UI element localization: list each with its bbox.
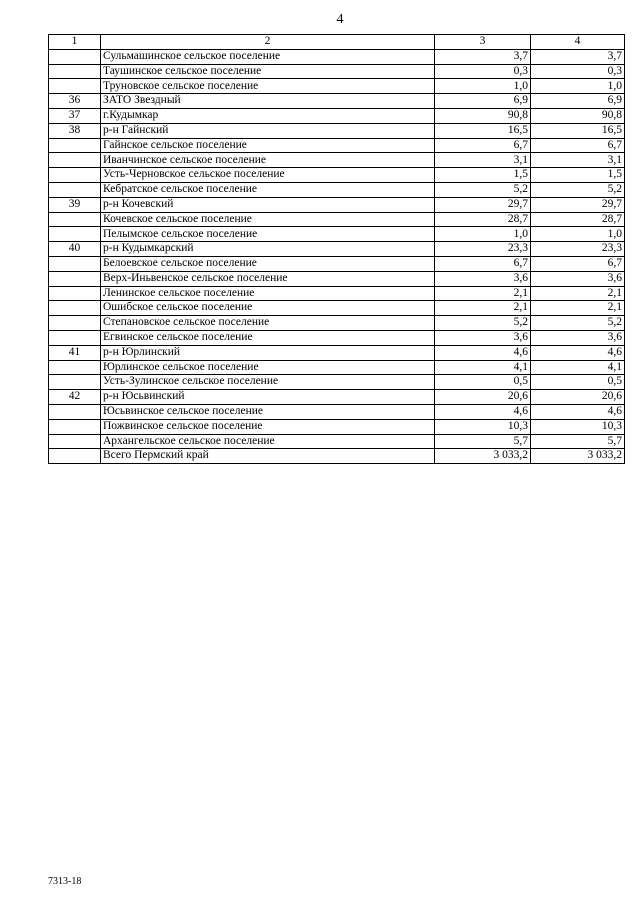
table-row xyxy=(49,286,625,301)
row-value-col3-cell: 1,5 xyxy=(435,168,531,183)
row-value-col4-cell: 6,7 xyxy=(531,256,625,271)
row-number-cell xyxy=(49,360,101,375)
row-value-col4-cell: 5,7 xyxy=(531,434,625,449)
row-number-cell xyxy=(49,168,101,183)
row-value-col3-cell: 29,7 xyxy=(435,197,531,212)
row-value-col3-cell: 3,1 xyxy=(435,153,531,168)
row-value-col4-cell: 1,5 xyxy=(531,168,625,183)
row-value-col4-cell: 20,6 xyxy=(531,390,625,405)
table-row xyxy=(49,242,625,257)
row-value-col4-cell: 5,2 xyxy=(531,316,625,331)
page-number: 4 xyxy=(336,12,344,27)
row-value-col3-cell: 16,5 xyxy=(435,123,531,138)
row-number-cell: 42 xyxy=(49,390,101,405)
table-body xyxy=(49,35,625,464)
row-value-col3-cell: 3,7 xyxy=(435,49,531,64)
table-row xyxy=(49,49,625,64)
data-table xyxy=(48,34,625,464)
row-number-cell xyxy=(49,301,101,316)
row-name-cell: Ленинское сельское поселение xyxy=(101,286,435,301)
row-number-cell: 40 xyxy=(49,242,101,257)
table-row xyxy=(49,256,625,271)
row-value-col4-cell: 4,6 xyxy=(531,404,625,419)
table-row xyxy=(49,330,625,345)
table-row xyxy=(49,449,625,464)
row-value-col3-cell: 90,8 xyxy=(435,108,531,123)
row-name-cell: г.Кудымкар xyxy=(101,108,435,123)
table-row xyxy=(49,108,625,123)
row-name-cell: р-н Гайнский xyxy=(101,123,435,138)
table-row xyxy=(49,301,625,316)
table-row xyxy=(49,345,625,360)
row-name-cell: Усть-Зулинское сельское поселение xyxy=(101,375,435,390)
row-number-cell xyxy=(49,271,101,286)
table-row xyxy=(49,182,625,197)
row-name-cell: Верх-Иньвенское сельское поселение xyxy=(101,271,435,286)
row-name-cell: Таушинское сельское поселение xyxy=(101,64,435,79)
row-value-col4-cell: 6,9 xyxy=(531,94,625,109)
row-value-col4-cell: 5,2 xyxy=(531,182,625,197)
row-number-cell xyxy=(49,182,101,197)
row-number-cell xyxy=(49,449,101,464)
row-value-col3-cell: 2,1 xyxy=(435,301,531,316)
row-number-cell xyxy=(49,404,101,419)
column-header-2: 2 xyxy=(101,35,435,50)
row-value-col4-cell: 3,7 xyxy=(531,49,625,64)
row-number-cell xyxy=(49,419,101,434)
row-value-col3-cell: 3,6 xyxy=(435,271,531,286)
row-name-cell: Труновское сельское поселение xyxy=(101,79,435,94)
table-row xyxy=(49,79,625,94)
row-value-col4-cell: 16,5 xyxy=(531,123,625,138)
row-name-cell: ЗАТО Звездный xyxy=(101,94,435,109)
row-value-col3-cell: 3 033,2 xyxy=(435,449,531,464)
table-row xyxy=(49,153,625,168)
row-number-cell xyxy=(49,212,101,227)
row-value-col3-cell: 5,2 xyxy=(435,182,531,197)
row-number-cell xyxy=(49,49,101,64)
document-code: 7313-18 xyxy=(48,876,82,887)
row-value-col4-cell: 2,1 xyxy=(531,301,625,316)
row-number-cell: 41 xyxy=(49,345,101,360)
row-value-col3-cell: 0,3 xyxy=(435,64,531,79)
row-name-cell: Усть-Черновское сельское поселение xyxy=(101,168,435,183)
table-row xyxy=(49,404,625,419)
row-number-cell: 36 xyxy=(49,94,101,109)
row-value-col4-cell: 1,0 xyxy=(531,79,625,94)
row-value-col3-cell: 20,6 xyxy=(435,390,531,405)
row-value-col3-cell: 23,3 xyxy=(435,242,531,257)
row-value-col4-cell: 4,6 xyxy=(531,345,625,360)
row-name-cell: Пелымское сельское поселение xyxy=(101,227,435,242)
row-number-cell xyxy=(49,256,101,271)
table-row xyxy=(49,64,625,79)
row-value-col4-cell: 10,3 xyxy=(531,419,625,434)
row-number-cell xyxy=(49,138,101,153)
row-name-cell: Архангельское сельское поселение xyxy=(101,434,435,449)
row-value-col3-cell: 0,5 xyxy=(435,375,531,390)
row-number-cell: 38 xyxy=(49,123,101,138)
row-name-cell: Всего Пермский край xyxy=(101,449,435,464)
column-header-4: 4 xyxy=(531,35,625,50)
table-row xyxy=(49,419,625,434)
row-value-col4-cell: 90,8 xyxy=(531,108,625,123)
row-value-col3-cell: 28,7 xyxy=(435,212,531,227)
table-row xyxy=(49,123,625,138)
row-number-cell: 37 xyxy=(49,108,101,123)
row-name-cell: Кочевское сельское поселение xyxy=(101,212,435,227)
row-value-col4-cell: 6,7 xyxy=(531,138,625,153)
table-row xyxy=(49,390,625,405)
row-value-col3-cell: 5,7 xyxy=(435,434,531,449)
row-name-cell: Степановское сельское поселение xyxy=(101,316,435,331)
row-value-col3-cell: 1,0 xyxy=(435,227,531,242)
table-row xyxy=(49,375,625,390)
table-row xyxy=(49,168,625,183)
row-value-col3-cell: 4,6 xyxy=(435,345,531,360)
row-name-cell: р-н Кочевский xyxy=(101,197,435,212)
table-row xyxy=(49,434,625,449)
row-value-col3-cell: 2,1 xyxy=(435,286,531,301)
row-value-col3-cell: 4,1 xyxy=(435,360,531,375)
row-name-cell: Ошибское сельское поселение xyxy=(101,301,435,316)
row-value-col4-cell: 1,0 xyxy=(531,227,625,242)
table-header-row xyxy=(49,35,625,50)
row-value-col4-cell: 3,6 xyxy=(531,330,625,345)
row-value-col3-cell: 6,9 xyxy=(435,94,531,109)
row-value-col4-cell: 0,3 xyxy=(531,64,625,79)
row-name-cell: р-н Кудымкарский xyxy=(101,242,435,257)
row-name-cell: Кебратское сельское поселение xyxy=(101,182,435,197)
row-name-cell: Юсьвинское сельское поселение xyxy=(101,404,435,419)
row-value-col3-cell: 5,2 xyxy=(435,316,531,331)
row-number-cell xyxy=(49,375,101,390)
row-name-cell: Иванчинское сельское поселение xyxy=(101,153,435,168)
row-name-cell: Пожвинское сельское поселение xyxy=(101,419,435,434)
row-name-cell: Сульмашинское сельское поселение xyxy=(101,49,435,64)
row-value-col3-cell: 6,7 xyxy=(435,138,531,153)
row-value-col3-cell: 3,6 xyxy=(435,330,531,345)
table-row xyxy=(49,271,625,286)
row-value-col4-cell: 2,1 xyxy=(531,286,625,301)
column-header-1: 1 xyxy=(49,35,101,50)
row-value-col4-cell: 29,7 xyxy=(531,197,625,212)
row-value-col4-cell: 28,7 xyxy=(531,212,625,227)
row-number-cell xyxy=(49,286,101,301)
row-name-cell: Белоевское сельское поселение xyxy=(101,256,435,271)
row-value-col3-cell: 4,6 xyxy=(435,404,531,419)
row-value-col4-cell: 0,5 xyxy=(531,375,625,390)
row-number-cell xyxy=(49,227,101,242)
table-row xyxy=(49,227,625,242)
row-number-cell xyxy=(49,153,101,168)
row-name-cell: р-н Юрлинский xyxy=(101,345,435,360)
row-name-cell: Гайнское сельское поселение xyxy=(101,138,435,153)
row-value-col4-cell: 23,3 xyxy=(531,242,625,257)
row-number-cell: 39 xyxy=(49,197,101,212)
table-row xyxy=(49,138,625,153)
row-name-cell: р-н Юсьвинский xyxy=(101,390,435,405)
row-value-col4-cell: 3,1 xyxy=(531,153,625,168)
table-row xyxy=(49,212,625,227)
column-header-3: 3 xyxy=(435,35,531,50)
row-name-cell: Юрлинское сельское поселение xyxy=(101,360,435,375)
row-name-cell: Егвинское сельское поселение xyxy=(101,330,435,345)
row-number-cell xyxy=(49,316,101,331)
table-row xyxy=(49,316,625,331)
row-value-col3-cell: 10,3 xyxy=(435,419,531,434)
table-row xyxy=(49,360,625,375)
row-value-col3-cell: 6,7 xyxy=(435,256,531,271)
row-value-col4-cell: 3 033,2 xyxy=(531,449,625,464)
row-number-cell xyxy=(49,330,101,345)
row-value-col4-cell: 3,6 xyxy=(531,271,625,286)
table-row xyxy=(49,94,625,109)
row-value-col4-cell: 4,1 xyxy=(531,360,625,375)
row-value-col3-cell: 1,0 xyxy=(435,79,531,94)
row-number-cell xyxy=(49,434,101,449)
table-row xyxy=(49,197,625,212)
row-number-cell xyxy=(49,79,101,94)
row-number-cell xyxy=(49,64,101,79)
